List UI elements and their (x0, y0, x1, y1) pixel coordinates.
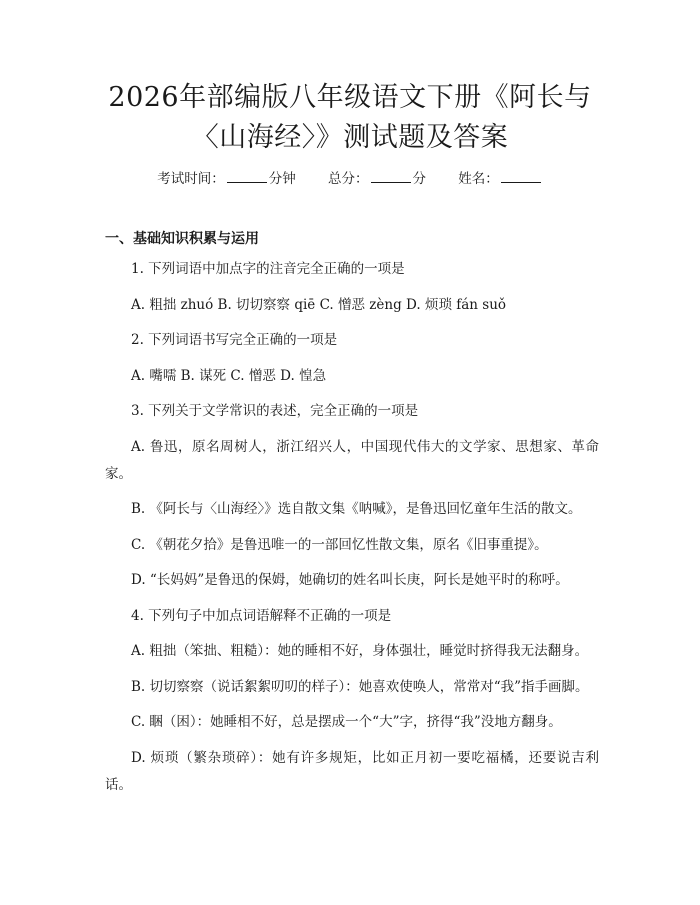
question-3-option-d: D. “长妈妈”是鲁迅的保姆，她确切的姓名叫长庚，阿长是她平时的称呼。 (131, 572, 569, 588)
time-blank (227, 168, 267, 183)
score-unit: 分 (412, 171, 426, 187)
name-label: 姓名： (458, 171, 499, 187)
score-blank (371, 168, 411, 183)
document-title: 2026年部编版八年级语文下册《阿长与〈山海经〉》测试题及答案 (108, 82, 592, 153)
question-3-stem: 3. 下列关于文学常识的表述，完全正确的一项是 (131, 403, 419, 419)
time-label: 考试时间： (157, 171, 225, 187)
score-label: 总分： (328, 171, 369, 187)
question-4-option-d: D. 烦琐（繁杂琐碎）：她有许多规矩，比如正月初一要吃福橘，还要说吉利话。 (105, 749, 599, 793)
time-field (157, 168, 296, 189)
question-1-stem: 1. 下列词语中加点字的注音完全正确的一项是 (131, 261, 405, 277)
question-4-option-c: C. 睏（困）：她睡相不好，总是摆成一个“大”字，挤得“我”没地方翻身。 (131, 714, 562, 730)
question-4-option-b: B. 切切察察（说话絮絮叨叨的样子）：她喜欢使唤人，常常对“我”指手画脚。 (131, 678, 589, 695)
section-heading: 一、基础知识积累与运用 (105, 231, 259, 247)
name-field (458, 168, 543, 189)
time-unit: 分钟 (268, 171, 296, 187)
question-3-option-c: C. 《朝花夕拾》是鲁迅唯一的一部回忆性散文集，原名《旧事重提》。 (131, 536, 548, 553)
question-1-options: A. 粗拙 zhuó B. 切切察察 qiē C. 憎恶 zèng D. 烦琐 fán suǒ (131, 296, 507, 313)
question-4-option-a: A. 粗拙（笨拙、粗糙）：她的睡相不好，身体强壮，睡觉时挤得我无法翻身。 (131, 643, 589, 659)
question-2-stem: 2. 下列词语书写完全正确的一项是 (131, 332, 338, 348)
question-4-stem: 4. 下列句子中加点词语解释不正确的一项是 (131, 607, 392, 624)
exam-meta (0, 168, 700, 189)
question-2-options: A. 嘴嚅 B. 谋死 C. 憎恶 D. 惶急 (131, 367, 327, 384)
question-3-option-a: A. 鲁迅，原名周树人，浙江绍兴人，中国现代伟大的文学家、思想家、革命家。 (105, 438, 599, 482)
score-field (328, 168, 426, 189)
question-3-option-b: B. 《阿长与〈山海经〉》选自散文集《呐喊》，是鲁迅回忆童年生活的散文。 (131, 501, 582, 517)
name-blank (501, 168, 541, 183)
question-list (105, 256, 599, 807)
